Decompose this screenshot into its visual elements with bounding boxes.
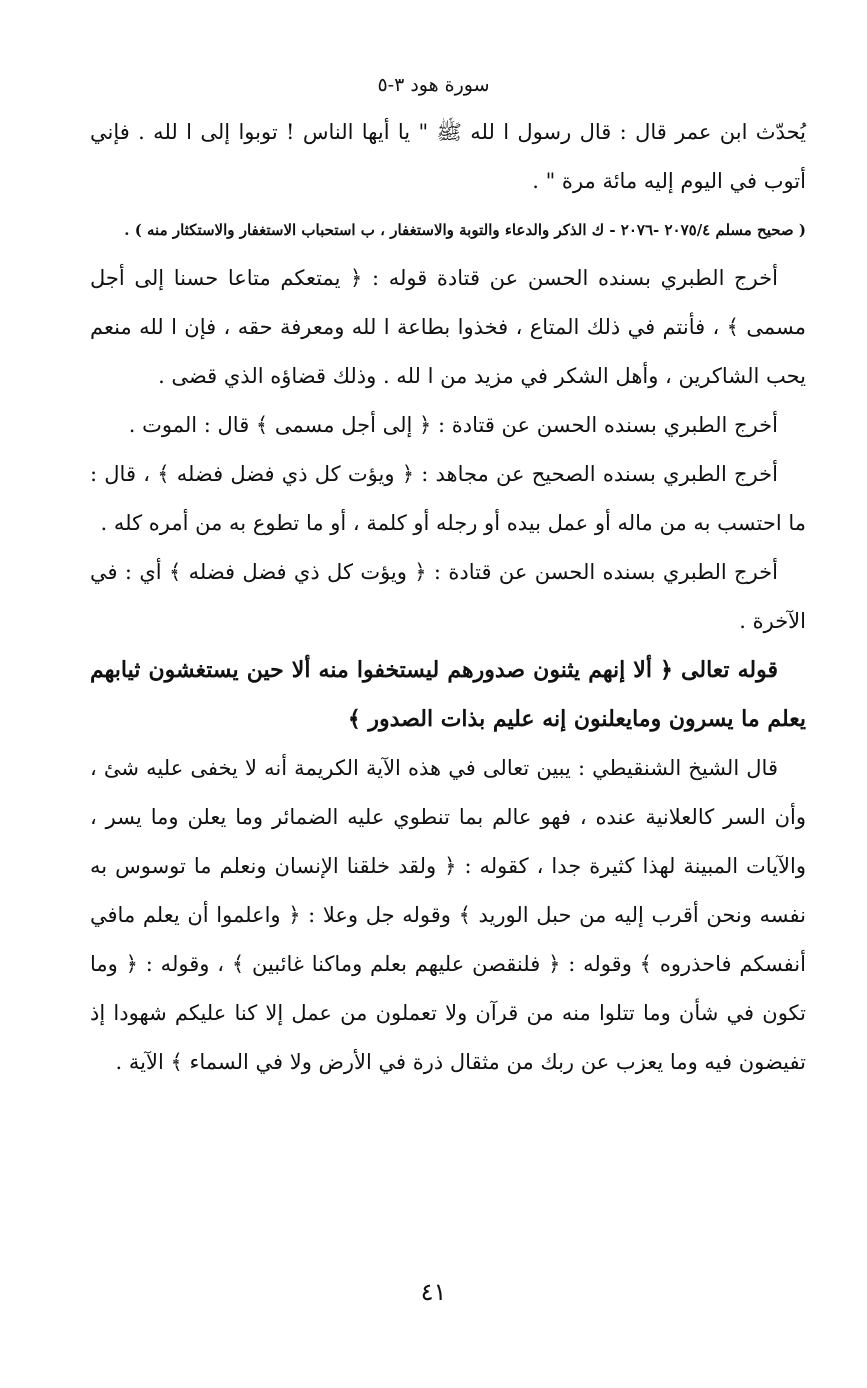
tafsir-paragraph: قال الشيخ الشنقيطي : يبين تعالى في هذه الآية الكريمة أنه لا يخفى عليه شئ ، وأن السر كالعلانية عنده ، فهو عالم بما تنطوي عليه الضمائر وما يعلن وما يسر ، والآيات المبينة لهذا كثيرة جدا ، كقوله : ﴿ ولقد خلقنا الإنسان ونعلم ما توسوس به نفسه ونحن أقرب إليه من حبل الوريد ﴾ وقوله جل وعلا : ﴿ واعلموا أن يعلم مافي أنفسكم فاحذروه ﴾ وقوله : ﴿ فلنقصن عليهم بعلم وماكنا غائبين ﴾ ، وقوله : ﴿ وما تكون في شأن وما تتلوا منه من قرآن ولا تعملون من عمل إلا كنا عليكم شهودا إذ تفيضون فيه وما يعزب عن ربك من مثقال ذرة في الأرض ولا في السماء ﴾ الآية . — [90, 756, 806, 1074]
hadith-paragraph: يُحدّث ابن عمر قال : قال رسول ا لله ﷺ " يا أيها الناس ! توبوا إلى ا لله . فإني أتوب في اليوم إليه مائة مرة " . — [90, 120, 806, 193]
page-body — [90, 108, 806, 1087]
tafsir-paragraph: أخرج الطبري بسنده الحسن عن قتادة : ﴿ ويؤت كل ذي فضل فضله ﴾ أي : في الآخرة . — [90, 560, 806, 633]
tafsir-paragraph: أخرج الطبري بسنده الصحيح عن مجاهد : ﴿ ويؤت كل ذي فضل فضله ﴾ ، قال : ما احتسب به من ماله أو عمل بيده أو رجله أو كلمة ، أو ما تطوع به من أمره كله . — [90, 462, 806, 535]
tafsir-paragraph: أخرج الطبري بسنده الحسن عن قتادة : ﴿ إلى أجل مسمى ﴾ قال : الموت . — [128, 413, 778, 437]
verse-heading: قوله تعالى ﴿ ألا إنهم يثنون صدورهم ليستخفوا منه ألا حين يستغشون ثيابهم يعلم ما يسرون ومايعلنون إنه عليم بذات الصدور ﴾ — [90, 657, 806, 732]
tafsir-paragraph: أخرج الطبري بسنده الحسن عن قتادة قوله : ﴿ يمتعكم متاعا حسنا إلى أجل مسمى ﴾ ، فأنتم في ذلك المتاع ، فخذوا بطاعة ا لله ومعرفة حقه ، فإن ا لله منعم يحب الشاكرين ، وأهل الشكر في مزيد من ا لله . وذلك قضاؤه الذي قضى . — [90, 266, 806, 388]
citation-note: ( صحيح مسلم ٢٠٧٥/٤ -٢٠٧٦ - ك الذكر والدعاء والتوبة والاستغفار ، ب استحباب الاستغفار والاستكثار منه ) . — [124, 221, 806, 239]
page-number: ٤١ — [420, 1278, 447, 1306]
running-header: سورة هود ٣-٥ — [377, 74, 490, 96]
